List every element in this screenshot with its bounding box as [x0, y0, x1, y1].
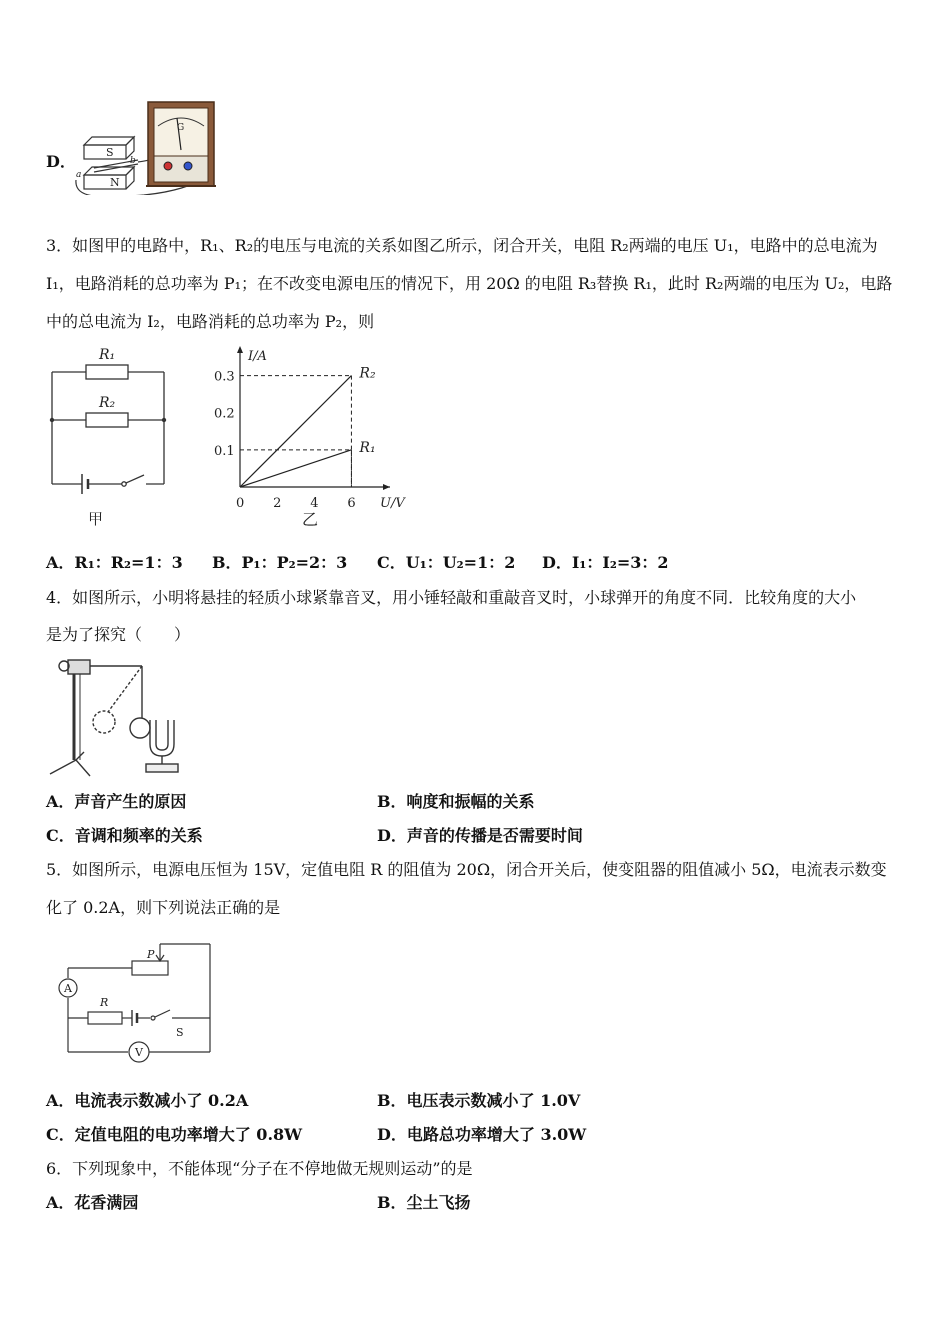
q4-stem-line-1: 4．如图所示，小明将悬挂的轻质小球紧靠音叉，用小锤轻敲和重敲音叉时，小球弹开的角度不同．比较角度的大小	[46, 588, 857, 607]
series-line	[240, 450, 351, 487]
q4-option-b[interactable]: B．响度和振幅的关系	[377, 792, 535, 811]
x-axis-label: U/V	[380, 496, 405, 511]
q4-option-c[interactable]: C．音调和频率的关系	[46, 826, 203, 845]
q6-option-b[interactable]: B．尘土飞扬	[377, 1193, 471, 1212]
series-label: R₂	[359, 365, 376, 382]
q5-option-b[interactable]: B．电压表示数减小了 1.0V	[377, 1091, 581, 1110]
x-tick-label: 4	[310, 496, 319, 511]
series-line	[240, 376, 351, 487]
q5-option-a[interactable]: A．电流表示数减小了 0.2A	[46, 1091, 249, 1110]
y-axis-arrow	[237, 346, 243, 353]
q5-stem-line-2: 化了 0.2A，则下列说法正确的是	[46, 898, 281, 917]
q2-galvanometer-figure	[74, 100, 224, 195]
magnet-s-label: S	[106, 146, 114, 159]
q5-option-d[interactable]: D．电路总功率增大了 3.0W	[377, 1125, 587, 1144]
q4-tuning-fork-figure	[44, 652, 194, 782]
q5-voltmeter-label: V	[135, 1046, 143, 1059]
q3-iu-graph	[212, 342, 422, 532]
y-tick-label: 0.1	[214, 443, 235, 459]
x-tick-label: 0	[236, 496, 245, 511]
q5-circuit-figure	[50, 940, 220, 1070]
q5-s-label: S	[176, 1026, 184, 1039]
q5-option-c[interactable]: C．定值电阻的电功率增大了 0.8W	[46, 1125, 303, 1144]
q6-stem-line-1: 6．下列现象中，不能体现“分子在不停地做无规则运动”的是	[46, 1159, 473, 1178]
wire-b-label: b	[130, 156, 136, 166]
wire-a-label: a	[76, 170, 82, 180]
q3-stem-line-2: I₁，电路消耗的总功率为 P₁；在不改变电源电压的情况下，用 20Ω 的电阻 R₃替换 R₁，此时 R₂两端的电压为 U₂，电路	[46, 274, 893, 293]
q2-option-d-label: D．	[46, 152, 76, 171]
x-tick-label: 2	[273, 496, 282, 511]
q3-option-d[interactable]: D．I₁：I₂=3：2	[542, 553, 669, 572]
svg-text:G: G	[177, 123, 185, 133]
q4-option-a[interactable]: A．声音产生的原因	[46, 792, 187, 811]
y-axis-label: I/A	[248, 349, 267, 364]
magnet-n-label: N	[110, 176, 120, 189]
circuit-jia-label: 甲	[88, 510, 104, 528]
q3-option-b[interactable]: B．P₁：P₂=2：3	[212, 553, 348, 572]
q6-option-a[interactable]: A．花香满园	[46, 1193, 139, 1212]
q5-ammeter-label: A	[64, 982, 72, 995]
graph-yi-label: 乙	[302, 510, 319, 529]
q3-stem-line-1: 3．如图甲的电路中，R₁、R₂的电压与电流的关系如图乙所示，闭合开关，电阻 R₂两端的电压 U₁，电路中的总电流为	[46, 236, 878, 255]
q3-option-c[interactable]: C．U₁：U₂=1：2	[377, 553, 516, 572]
q3-circuit-figure	[44, 344, 174, 534]
y-tick-label: 0.3	[214, 369, 235, 385]
q5-r-label: R	[100, 996, 109, 1009]
circuit-r2-label: R₂	[99, 395, 116, 411]
x-axis-arrow	[383, 484, 390, 490]
q5-stem-line-1: 5．如图所示，电源电压恒为 15V，定值电阻 R 的阻值为 20Ω，闭合开关后，使变阻器的阻值减小 5Ω，电流表示数变	[46, 860, 887, 879]
q4-option-d[interactable]: D．声音的传播是否需要时间	[377, 826, 583, 845]
x-tick-label: 6	[347, 496, 356, 511]
series-label: R₁	[359, 439, 376, 456]
q4-stem-line-2: 是为了探究（ ）	[46, 625, 191, 644]
q5-p-label: P	[147, 948, 155, 961]
y-tick-label: 0.2	[214, 406, 235, 422]
circuit-r1-label: R₁	[99, 347, 116, 363]
q3-option-a[interactable]: A．R₁：R₂=1：3	[46, 553, 183, 572]
q3-stem-line-3: 中的总电流为 I₂，电路消耗的总功率为 P₂，则	[46, 312, 375, 331]
